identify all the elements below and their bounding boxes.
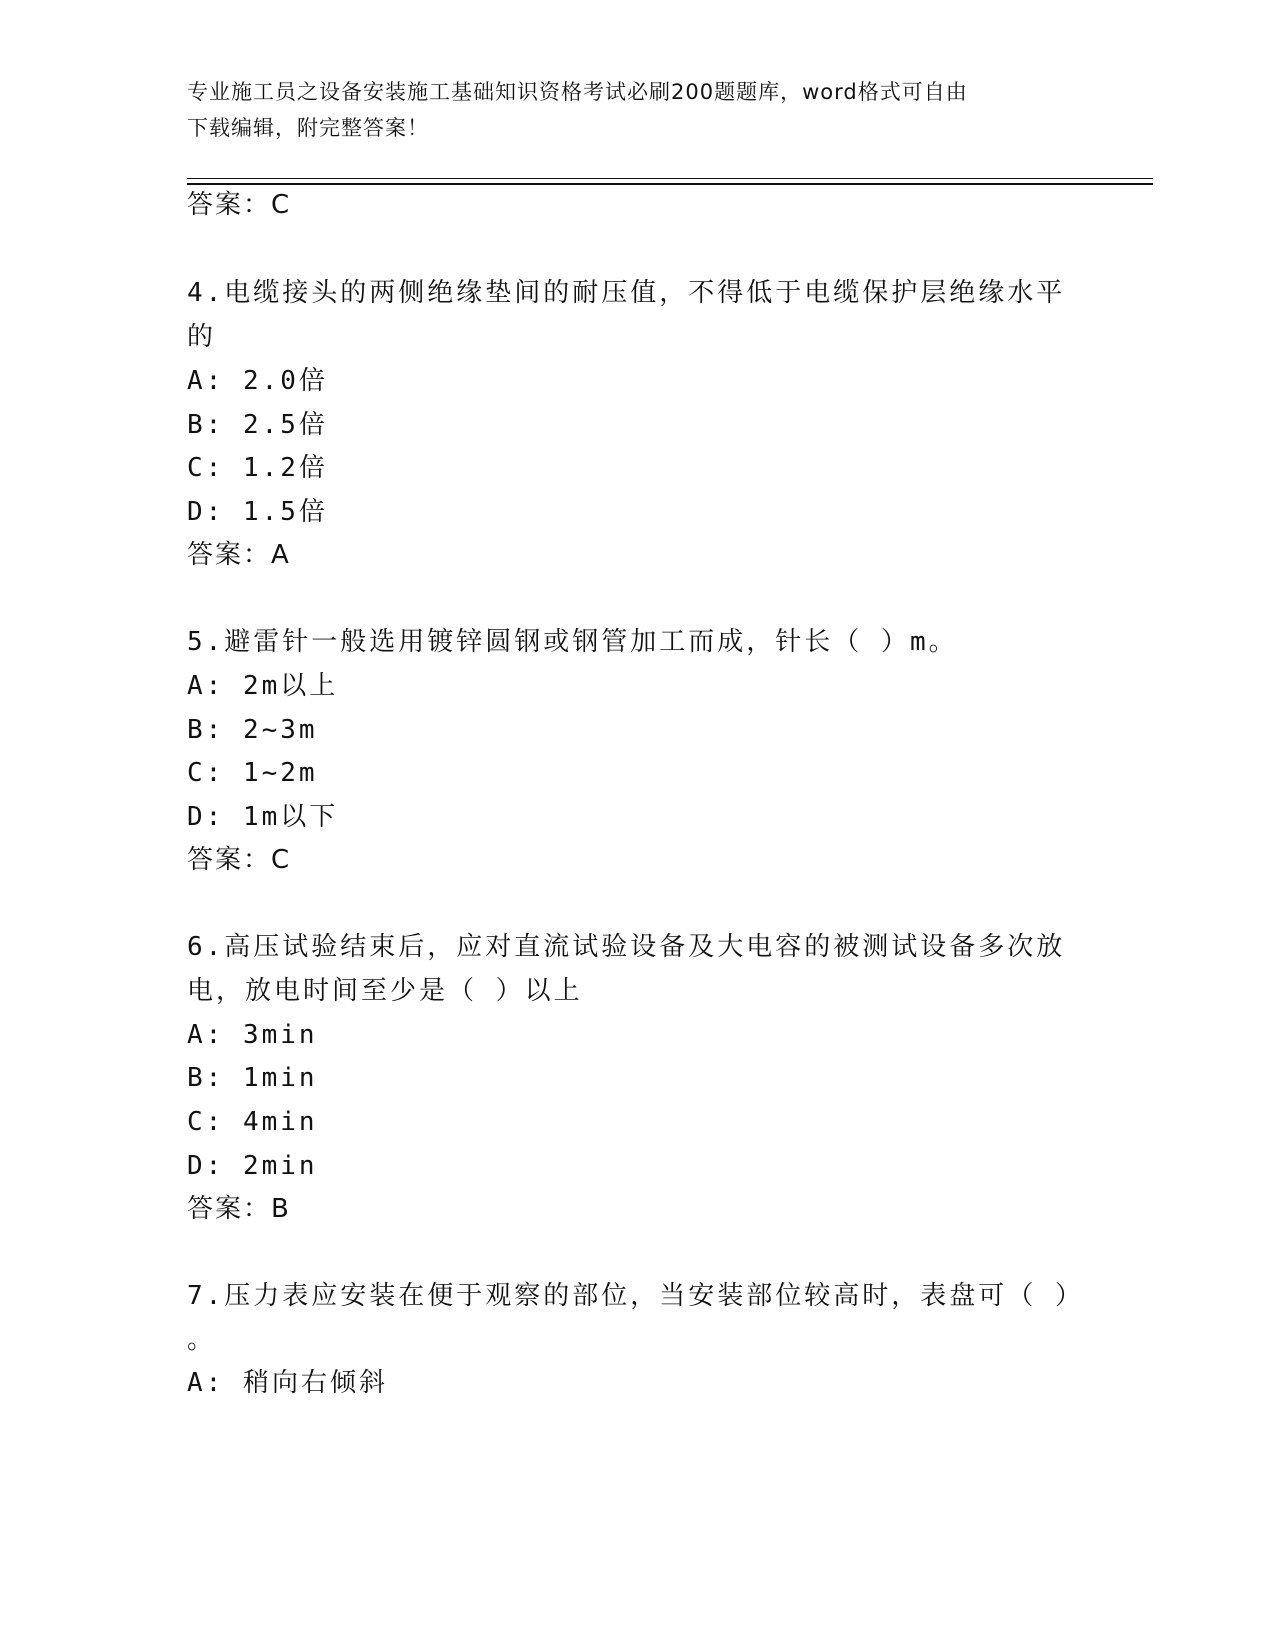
question-4-option-a: A: 2.0倍: [187, 366, 328, 396]
question-4-answer: 答案：A: [187, 540, 291, 570]
question-4-option-d: D: 1.5倍: [187, 497, 328, 527]
header-line-1: 专业施工员之设备安装施工基础知识资格考试必刷200题题库，word格式可自由: [187, 80, 968, 104]
header-divider-thick: [187, 183, 1153, 185]
question-6-option-b: B: 1min: [187, 1063, 318, 1093]
question-4-stem-line-2: 的: [187, 322, 217, 352]
header-divider-thin: [187, 178, 1153, 179]
header-line-2: 下载编辑，附完整答案！: [187, 116, 429, 140]
question-5-option-a: A: 2m以上: [187, 671, 339, 701]
question-5-option-c: C: 1~2m: [187, 758, 318, 788]
question-7-stem-line-1: 7.压力表应安装在便于观察的部位，当安装部位较高时，表盘可（ ）: [187, 1281, 1084, 1311]
question-6-option-c: C: 4min: [187, 1107, 318, 1137]
question-5-option-d: D: 1m以下: [187, 802, 339, 832]
question-4-option-c: C: 1.2倍: [187, 453, 328, 483]
question-4-stem-line-1: 4.电缆接头的两侧绝缘垫间的耐压值，不得低于电缆保护层绝缘水平: [187, 278, 1066, 308]
question-7-option-a: A: 稍向右倾斜: [187, 1368, 388, 1398]
question-5-option-b: B: 2~3m: [187, 715, 318, 745]
question-7-stem-line-2: 。: [187, 1325, 217, 1355]
question-5-answer: 答案：C: [187, 845, 292, 875]
previous-answer: 答案：C: [187, 190, 292, 220]
question-6-option-d: D: 2min: [187, 1151, 318, 1181]
question-6-option-a: A: 3min: [187, 1020, 318, 1050]
question-6-stem-line-2: 电，放电时间至少是（ ）以上: [187, 976, 583, 1006]
document-header: [187, 74, 1067, 146]
question-6-stem-line-1: 6.高压试验结束后，应对直流试验设备及大电容的被测试设备多次放: [187, 932, 1066, 962]
question-4-option-b: B: 2.5倍: [187, 410, 328, 440]
question-6-answer: 答案：B: [187, 1194, 291, 1224]
question-5-stem-line-1: 5.避雷针一般选用镀锌圆钢或钢管加工而成，针长（ ）m。: [187, 627, 958, 657]
